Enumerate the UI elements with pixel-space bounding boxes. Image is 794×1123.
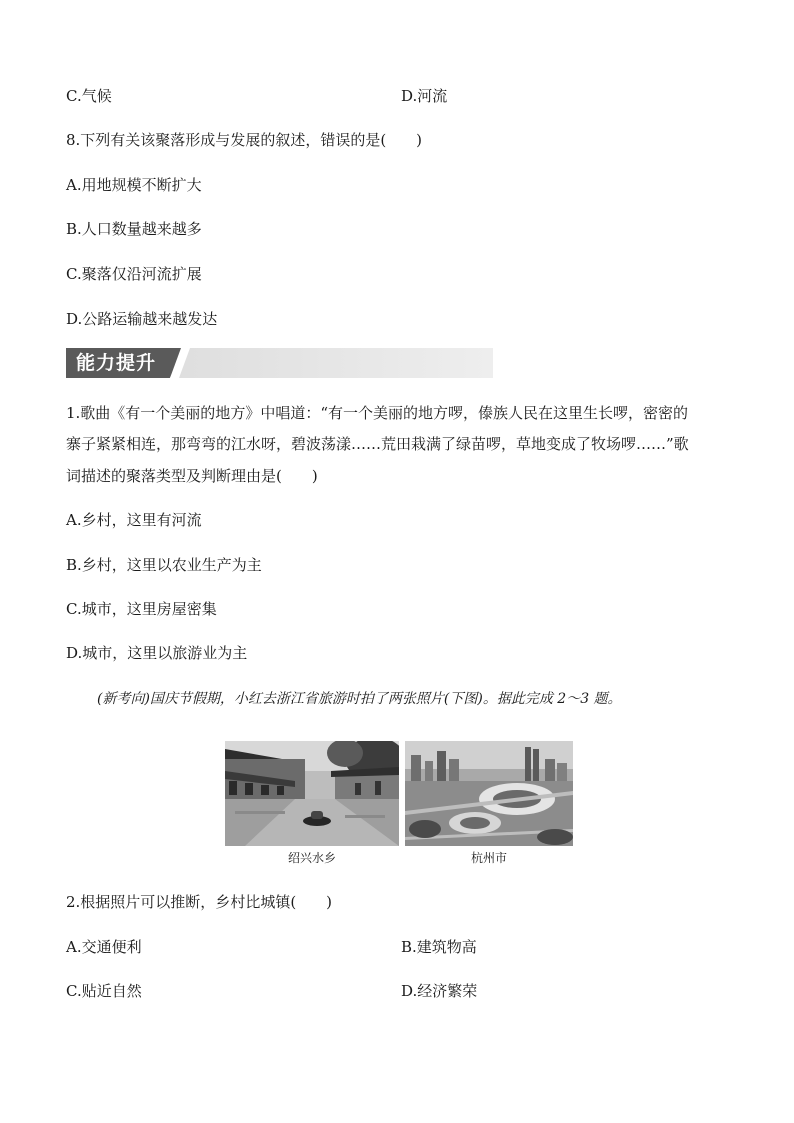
section-title: 能力提升 (76, 352, 157, 374)
photo-shaoxing-water-town (225, 741, 399, 846)
q1-stem-line-3: 词描述的聚落类型及判断理由是( ) (66, 467, 318, 485)
q1-option-a: A.乡村，这里有河流 (66, 511, 202, 529)
photo-caption-hangzhou: 杭州市 (470, 851, 507, 865)
q2-option-d: D.经济繁荣 (401, 982, 478, 1000)
q1-option-b: B.乡村，这里以农业生产为主 (66, 556, 262, 574)
q1-stem-line-2: 寨子紧紧相连，那弯弯的江水呀，碧波荡漾……荒田栽满了绿苗啰，草地变成了牧场啰……”歌 (66, 435, 689, 453)
q8-option-a: A.用地规模不断扩大 (66, 176, 202, 194)
q2-3-intro: (新考向)国庆节假期，小红去浙江省旅游时拍了两张照片(下图)。据此完成 2～3 题。 (97, 691, 622, 707)
section-banner (66, 348, 493, 378)
photo-caption-shaoxing: 绍兴水乡 (287, 851, 336, 865)
q1-option-d: D.城市，这里以旅游业为主 (66, 644, 248, 662)
q2-option-a: A.交通便利 (66, 938, 142, 956)
q2-option-b: B.建筑物高 (401, 938, 477, 956)
q8-option-c: C.聚落仅沿河流扩展 (66, 265, 202, 283)
q1-option-c: C.城市，这里房屋密集 (66, 600, 217, 618)
q8-option-b: B.人口数量越来越多 (66, 220, 202, 238)
q2-option-c: C.贴近自然 (66, 982, 142, 1000)
q1-stem-line-1: 1.歌曲《有一个美丽的地方》中唱道：“有一个美丽的地方啰，傣族人民在这里生长啰，密密的 (66, 404, 688, 422)
q8-option-d: D.公路运输越来越发达 (66, 310, 218, 328)
q7-option-d: D.河流 (401, 87, 448, 105)
photo-hangzhou-city (405, 741, 573, 846)
q2-stem: 2.根据照片可以推断，乡村比城镇( ) (66, 893, 333, 911)
q8-stem: 8.下列有关该聚落形成与发展的叙述，错误的是( ) (66, 131, 423, 149)
q7-option-c: C.气候 (66, 87, 112, 105)
